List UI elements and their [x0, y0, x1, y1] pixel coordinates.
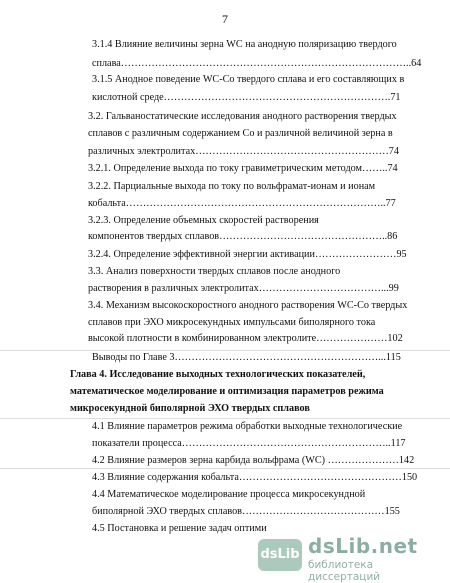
toc-line: 4.4 Математическое моделирование процесса микросекундной — [92, 489, 366, 500]
toc-line: показатели процесса……………………………………………………..117 — [92, 438, 406, 449]
toc-line: 3.2.2. Парциальные выхода по току по вольфрамат-ионам и ионам — [88, 181, 376, 192]
toc-line: 4.2 Влияние размеров зерна карбида вольфрама (WC) …………………142 — [92, 455, 415, 466]
toc-line: 3.4. Механизм высокоскоростного анодного растворения WC-Co твердых — [88, 300, 408, 311]
toc-line: 4.3 Влияние содержания кобальта…………………………………………150 — [92, 472, 418, 483]
toc-line: различных электролитах…………………………………………………74 — [88, 146, 399, 157]
toc-line: 3.3. Анализ поверхности твердых сплавов после анодного — [88, 266, 341, 277]
chapter-heading: математическое моделирование и оптимизация параметров режима — [70, 386, 384, 397]
scan-divider — [0, 468, 450, 469]
page-number: 7 — [222, 12, 228, 26]
watermark-tagline: библиотека диссертаций — [308, 559, 381, 583]
toc-line: кобальта…………………………………………………………………..77 — [88, 198, 396, 209]
watermark — [258, 534, 442, 583]
chapter-heading: микросекундной биполярной ЭХО твердых сплавов — [70, 403, 310, 414]
watermark-brand: dsLib.net — [308, 534, 418, 558]
toc-line: кислотной среде………………………………………………………….71 — [92, 92, 401, 103]
toc-line: 3.1.4 Влияние величины зерна WC на анодную поляризацию твердого — [92, 39, 397, 50]
toc-line: 4.1 Влияние параметров режима обработки выходные технологические — [92, 421, 403, 432]
toc-line: растворения в различных электролитах………………………………...99 — [88, 283, 399, 294]
toc-line: сплавов с различным содержанием Co и различной величиной зерна в — [88, 128, 393, 139]
toc-line: биполярной ЭХО твердых сплавов……………………………………155 — [92, 506, 400, 517]
toc-line: Выводы по Главе 3……………………………………………………...115 — [92, 352, 401, 363]
toc-line: высокой плотности в комбинированном электролите…………………102 — [88, 333, 403, 344]
toc-line: 3.2.1. Определение выхода по току гравиметрическим методом……..74 — [88, 163, 398, 174]
toc-line: сплавов при ЭХО микросекундных импульсами биполярного тока — [88, 317, 376, 328]
watermark-logo-icon: dsLib — [258, 539, 302, 571]
toc-line: 3.2.3. Определение объемных скоростей растворения — [88, 215, 319, 226]
toc-line: компонентов твердых сплавов…………………………………………..86 — [88, 231, 398, 242]
toc-line: 3.1.5 Анодное поведение WC-Co твердого сплава и его составляющих в — [92, 74, 405, 85]
toc-line: 3.2. Гальваностатические исследования анодного растворения твердых — [88, 111, 397, 122]
toc-line: 3.2.4. Определение эффективной энергии активации……………………95 — [88, 249, 407, 260]
toc-line: сплава…………………………………………………………………………..64 — [92, 58, 422, 69]
chapter-heading: Глава 4. Исследование выходных технологических показателей, — [70, 369, 366, 380]
scan-divider — [0, 350, 450, 351]
toc-line: 4.5 Постановка и решение задач оптими — [92, 523, 267, 534]
scan-divider — [0, 418, 450, 419]
